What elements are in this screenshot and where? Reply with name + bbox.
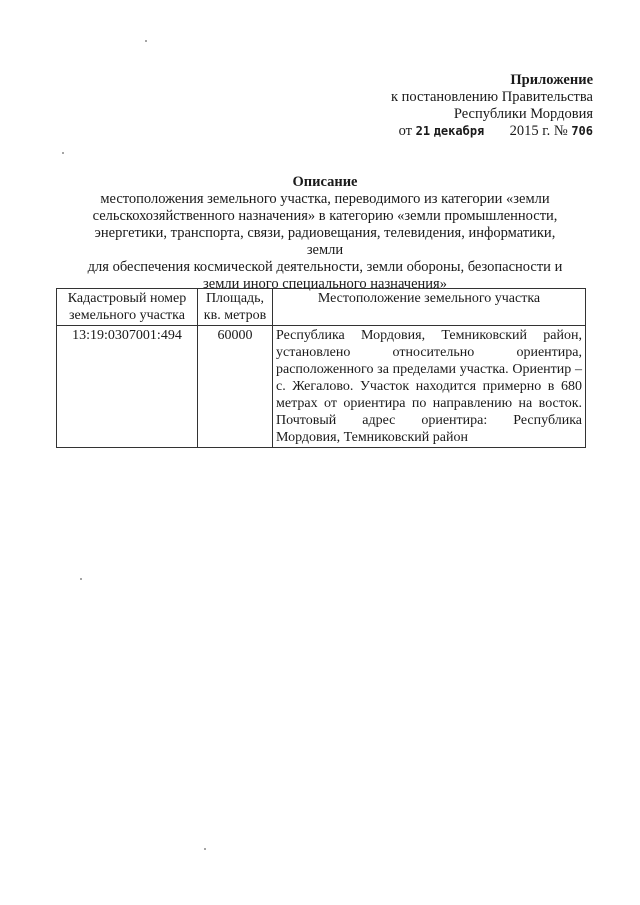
scan-speck [80, 578, 82, 580]
header-cadastral-line2: земельного участка [69, 308, 185, 323]
date-year: 2015 г. № [509, 123, 568, 139]
cell-area: 60000 [198, 326, 273, 448]
appendix-line2: Республики Мордовия [453, 106, 593, 122]
appendix-line1: к постановлению Правительства [391, 89, 593, 105]
description-title: Описание [292, 174, 358, 190]
scan-speck [145, 40, 147, 42]
table-row [57, 326, 586, 448]
date-month: декабря [433, 124, 485, 138]
cell-location: Республика Мордовия, Темниковский район, установлено относительно ориентира, расположенного за пределами участка. Ориентир – с. Жегалово. Участок находится примерно в 680 метрах от ориентира по направлению на восток. Почтовый адрес ориентира: Республика Мордовия, Темниковский район [273, 326, 586, 448]
header-area-line2: кв. метров [203, 308, 267, 323]
header-area [198, 289, 273, 326]
appendix-title: Приложение [510, 72, 593, 88]
cell-cadastral-number: 13:19:0307001:494 [57, 326, 198, 448]
table-header-row [57, 289, 586, 326]
description-line1: местоположения земельного участка, переводимого из категории «земли [100, 191, 550, 207]
land-plot-table [56, 288, 586, 448]
header-location: Местоположение земельного участка [273, 289, 586, 326]
header-area-line1: Площадь, [205, 291, 265, 306]
header-cadastral-line1: Кадастровый номер [67, 291, 187, 306]
date-prefix: от [398, 123, 412, 139]
appendix-block [391, 72, 593, 140]
description-block [80, 174, 570, 293]
description-line4: для обеспечения космической деятельности, земли обороны, безопасности и [87, 259, 563, 275]
description-line5: земли иного специального назначения» [203, 276, 447, 292]
appendix-date-line [391, 123, 593, 140]
date-day: 21 [415, 124, 431, 138]
decree-number: 706 [571, 124, 593, 138]
description-line3: энергетики, транспорта, связи, радиовещания, телевидения, информатики, земли [94, 225, 556, 258]
header-cadastral [57, 289, 198, 326]
scan-speck [204, 848, 206, 850]
description-line2: сельскохозяйственного назначения» в категорию «земли промышленности, [92, 208, 558, 224]
scan-speck [62, 152, 64, 154]
